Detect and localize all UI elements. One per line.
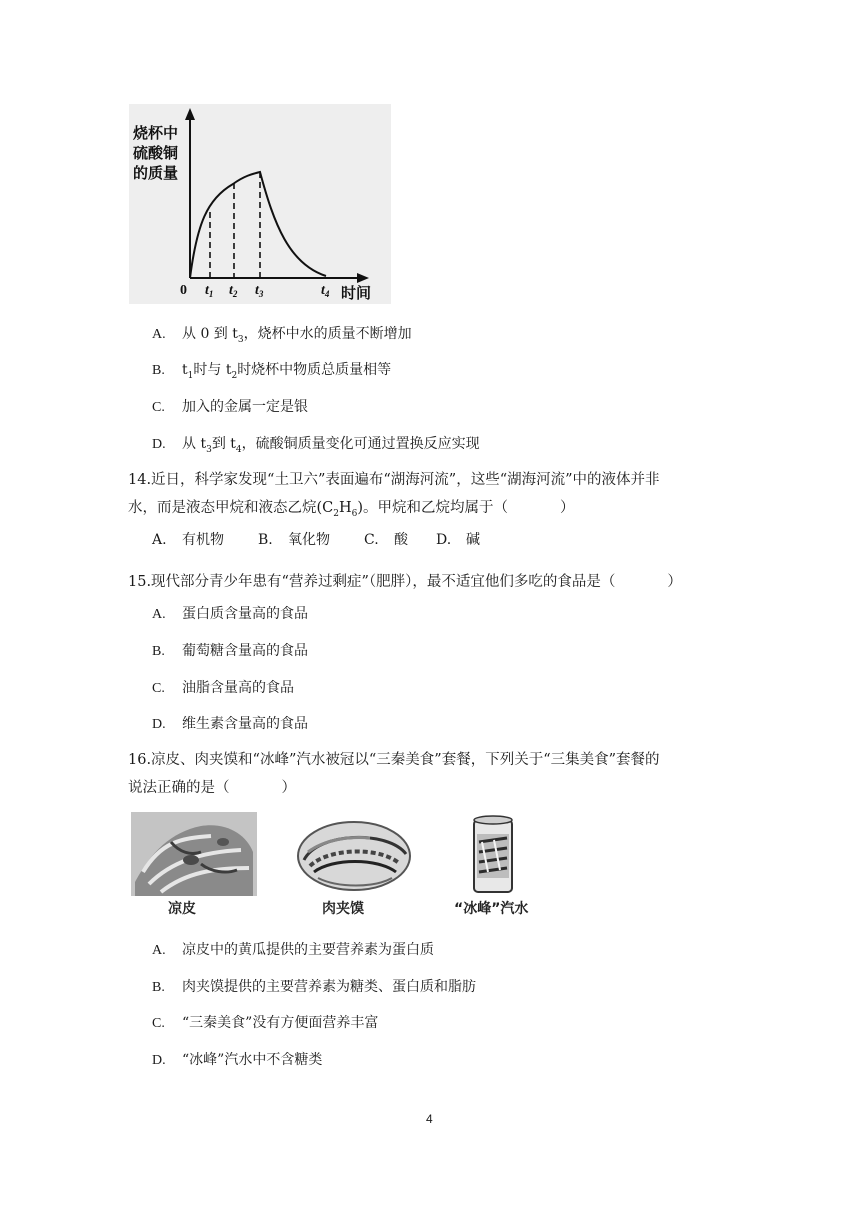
page-number: 4	[426, 1112, 433, 1126]
q15-option-b: B. 葡萄糖含量高的食品	[152, 643, 308, 659]
y-label-line2: 硫酸铜	[133, 144, 179, 162]
q15-stem: 15.现代部分青少年患有“营养过剩症”（肥胖），最不适宜他们多吃的食品是（ ）	[128, 574, 682, 590]
q16-line1: 16.凉皮、肉夹馍和“冰峰”汽水被冠以“三秦美食”套餐，下列关于“三集美食”套餐的	[128, 752, 660, 768]
bingfeng-soda-image	[468, 812, 518, 896]
q13-option-c: C. 加入的金属一定是银	[152, 399, 308, 415]
q16-option-d: D. “冰峰”汽水中不含糖类	[152, 1052, 323, 1068]
caption-roujiamo: 肉夹馍	[322, 901, 364, 917]
q16-option-c: C. “三秦美食”没有方便面营养丰富	[152, 1015, 379, 1031]
origin-label: 0	[180, 283, 187, 298]
q15-option-a: A. 蛋白质含量高的食品	[152, 606, 308, 622]
tick-t1: $t_1$	[205, 283, 214, 299]
q16-option-b: B. 肉夹馍提供的主要营养素为糖类、蛋白质和脂肪	[152, 979, 476, 995]
q16-stem	[128, 746, 738, 802]
roujiamo-image	[288, 812, 420, 896]
q14-line2: 水，而是液态甲烷和液态乙烷$(C_2H_6)$。甲烷和乙烷均属于（ ）	[128, 500, 575, 519]
q14-line1: 14.近日，科学家发现“土卫六”表面遍布“湖海河流”，这些“湖海河流”中的液体并非	[128, 472, 660, 488]
roujiamo-photo	[288, 812, 420, 896]
q15-option-c: C. 油脂含量高的食品	[152, 680, 294, 696]
q14-options: A. 有机物 B. 氧化物 C. 酸 D. 碱	[152, 532, 480, 548]
q13-option-b: B. $t_1$时与 $t_2$时烧杯中物质总质量相等	[152, 362, 392, 381]
liangpi-image	[131, 812, 257, 896]
y-axis-arrow	[185, 108, 195, 120]
liangpi-photo	[131, 812, 257, 896]
graph-svg	[129, 104, 391, 304]
caption-bingfeng: “冰峰”汽水	[454, 901, 529, 917]
q13-option-a: A. 从 0 到 $t_3$，烧杯中水的质量不断增加	[152, 326, 412, 345]
q15-option-d: D. 维生素含量高的食品	[152, 716, 308, 732]
tick-t2: $t_2$	[229, 283, 238, 299]
q13-option-d: D. 从 $t_3$到 $t_4$，硫酸铜质量变化可通过置换反应实现	[152, 436, 480, 455]
y-label-line1: 烧杯中	[133, 124, 179, 142]
tick-t4: $t_4$	[321, 283, 330, 299]
x-label: 时间	[341, 284, 372, 302]
copper-sulfate-mass-graph	[129, 104, 391, 304]
q16-line2: 说法正确的是（ ）	[128, 780, 296, 796]
x-axis-arrow	[357, 273, 369, 283]
q14-stem	[128, 466, 738, 528]
q16-option-a: A. 凉皮中的黄瓜提供的主要营养素为蛋白质	[152, 942, 434, 958]
bingfeng-soda-photo	[468, 812, 518, 896]
caption-liangpi: 凉皮	[168, 901, 196, 917]
tick-t3: $t_3$	[255, 283, 264, 299]
y-label-line3: 的质量	[133, 164, 179, 182]
